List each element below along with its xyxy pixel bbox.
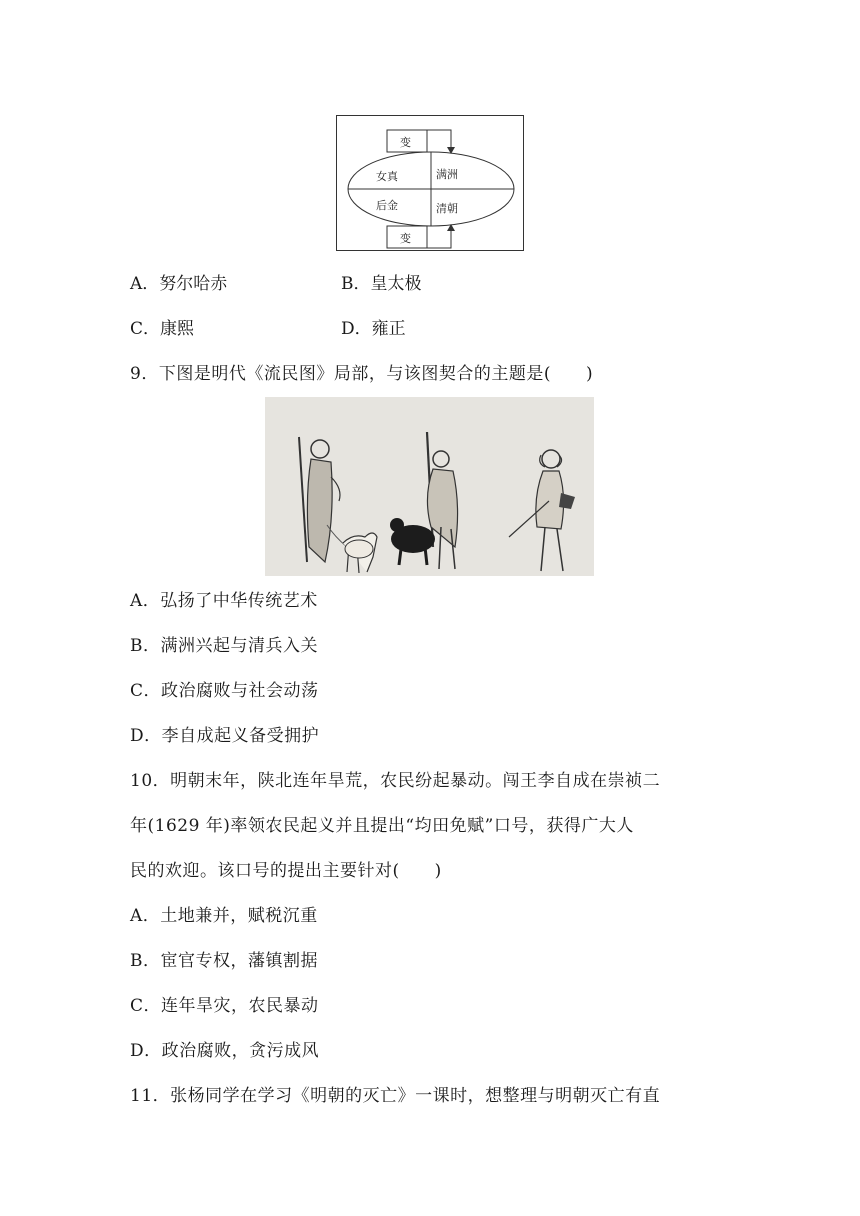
option-letter: C． bbox=[130, 319, 161, 339]
q10-stem-line-2: 年(1629 年)率领农民起义并且提出“均田免赋”口号，获得广大人 bbox=[130, 816, 634, 836]
option-letter: B． bbox=[341, 274, 371, 294]
option-text: 雍正 bbox=[371, 319, 406, 339]
q10-stem-line-1: 10．明朝末年，陕北连年旱荒，农民纷起暴动。闯王李自成在崇祯二 bbox=[130, 771, 661, 791]
refugee-painting-image bbox=[265, 397, 594, 576]
cell-nuzhen: 女真 bbox=[376, 170, 398, 183]
cell-qingchao: 清朝 bbox=[436, 202, 458, 215]
diagram-graphic bbox=[337, 116, 525, 252]
q8-option-a[interactable] bbox=[130, 273, 227, 295]
name-change-diagram bbox=[336, 115, 524, 251]
option-letter: A． bbox=[130, 274, 160, 294]
q9-option-a[interactable]: A．弘扬了中华传统艺术 bbox=[130, 591, 318, 611]
q10-option-d[interactable]: D．政治腐败，贪污成风 bbox=[130, 1041, 320, 1061]
q10-option-c[interactable]: C．连年旱灾，农民暴动 bbox=[130, 996, 319, 1016]
q8-option-b[interactable] bbox=[341, 273, 422, 295]
q9-option-d[interactable]: D．李自成起义备受拥护 bbox=[130, 726, 320, 746]
q8-option-d[interactable] bbox=[341, 318, 406, 340]
q9-option-b[interactable]: B．满洲兴起与清兵入关 bbox=[130, 636, 318, 656]
option-text: 皇太极 bbox=[370, 274, 422, 294]
painting-sketch bbox=[265, 397, 594, 576]
q10-option-a[interactable]: A．土地兼并，赋税沉重 bbox=[130, 906, 318, 926]
option-text: 康熙 bbox=[160, 319, 195, 339]
option-letter: D． bbox=[341, 319, 372, 339]
q8-option-c[interactable] bbox=[130, 318, 194, 340]
bottom-change-label: 变 bbox=[400, 232, 411, 245]
q10-stem-line-3: 民的欢迎。该口号的提出主要针对( ) bbox=[130, 861, 442, 881]
option-text: 努尔哈赤 bbox=[159, 274, 228, 294]
q9-option-c[interactable]: C．政治腐败与社会动荡 bbox=[130, 681, 319, 701]
q9-stem: 9．下图是明代《流民图》局部，与该图契合的主题是( ) bbox=[130, 364, 594, 384]
cell-houjin: 后金 bbox=[376, 199, 398, 212]
top-change-label: 变 bbox=[400, 136, 411, 149]
cell-manzhou: 满洲 bbox=[436, 168, 458, 181]
q10-option-b[interactable]: B．宦官专权，藩镇割据 bbox=[130, 951, 318, 971]
q11-stem: 11．张杨同学在学习《明朝的灭亡》一课时，想整理与明朝灭亡有直 bbox=[130, 1086, 661, 1106]
